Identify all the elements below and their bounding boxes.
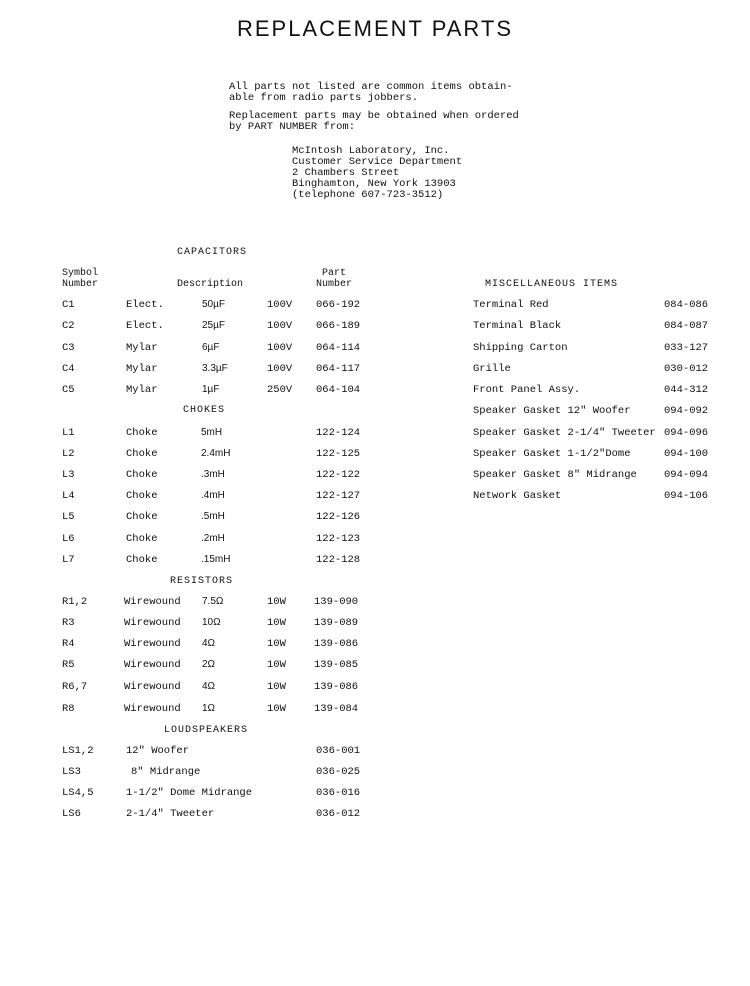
part-number: 036-025 (316, 766, 361, 778)
part-number: 094-100 (664, 448, 709, 460)
part-type: Wirewound (124, 703, 181, 715)
symbol-number: C5 (62, 384, 75, 396)
part-type: Mylar (126, 363, 158, 375)
part-type: Choke (126, 533, 158, 545)
part-value: .15mH (201, 554, 231, 565)
part-number: 122-125 (316, 448, 361, 460)
address-line: McIntosh Laboratory, Inc. (292, 145, 450, 157)
part-type: Choke (126, 490, 158, 502)
symbol-number: L3 (62, 469, 75, 481)
part-number: 122-123 (316, 533, 361, 545)
part-description: Shipping Carton (473, 342, 568, 354)
part-description: Grille (473, 363, 511, 375)
part-value: 5mH (201, 427, 223, 438)
part-description: Terminal Red (473, 299, 549, 311)
part-type: Wirewound (124, 617, 181, 629)
part-value: 2.4mH (201, 448, 231, 459)
part-number: 094-094 (664, 469, 709, 481)
part-rating: 100V (267, 342, 293, 354)
part-description: Speaker Gasket 1-1/2"Dome (473, 448, 631, 460)
part-description: Network Gasket (473, 490, 562, 502)
symbol-number: R3 (62, 617, 75, 629)
part-value: 1µF (202, 384, 220, 395)
part-rating: 10W (267, 617, 286, 629)
part-number: 139-086 (314, 638, 359, 650)
part-rating: 10W (267, 638, 286, 650)
symbol-number: L6 (62, 533, 75, 545)
address-line: (telephone 607-723-3512) (292, 189, 444, 201)
intro-line: Replacement parts may be obtained when ordered (229, 110, 519, 122)
part-value: 4Ω (202, 681, 216, 692)
part-number: 066-192 (316, 299, 361, 311)
part-rating: 100V (267, 363, 293, 375)
intro-line: All parts not listed are common items obtain- (229, 81, 513, 93)
part-type: Choke (126, 469, 158, 481)
part-number: 036-012 (316, 808, 361, 820)
part-number: 122-128 (316, 554, 361, 566)
part-description: 2-1/4" Tweeter (126, 808, 215, 820)
part-number: 139-090 (314, 596, 359, 608)
symbol-number: LS4,5 (62, 787, 94, 799)
part-type: Wirewound (124, 596, 181, 608)
part-value: 50µF (202, 299, 225, 310)
part-number: 139-089 (314, 617, 359, 629)
part-number: 122-122 (316, 469, 361, 481)
part-description: Front Panel Assy. (473, 384, 581, 396)
symbol-number: R1,2 (62, 596, 88, 608)
intro-line: able from radio parts jobbers. (229, 92, 419, 104)
part-type: Elect. (126, 320, 164, 332)
symbol-number: C3 (62, 342, 75, 354)
part-rating: 10W (267, 596, 286, 608)
resistors-heading: RESISTORS (170, 576, 234, 587)
part-number: 064-104 (316, 384, 361, 396)
part-rating: 100V (267, 320, 293, 332)
part-number: 033-127 (664, 342, 709, 354)
part-number: 084-086 (664, 299, 709, 311)
part-type: Choke (126, 511, 158, 523)
misc-heading: MISCELLANEOUS ITEMS (485, 279, 619, 290)
symbol-number: L1 (62, 427, 75, 439)
part-number: 139-086 (314, 681, 359, 693)
part-rating: 10W (267, 703, 286, 715)
part-rating: 250V (267, 384, 293, 396)
part-rating: 100V (267, 299, 293, 311)
symbol-number: L4 (62, 490, 75, 502)
part-value: 4Ω (202, 638, 216, 649)
part-number: 044-312 (664, 384, 709, 396)
part-number: 094-092 (664, 405, 709, 417)
part-type: Choke (126, 448, 158, 460)
part-value: .3mH (201, 469, 225, 480)
symbol-number: LS6 (62, 808, 81, 820)
symbol-number: LS3 (62, 766, 81, 778)
symbol-number-header: Symbol Number (62, 268, 99, 290)
address-block (292, 146, 462, 201)
part-number: 094-106 (664, 490, 709, 502)
part-description: 8" Midrange (131, 766, 201, 778)
symbol-number: R8 (62, 703, 75, 715)
part-value: .2mH (201, 533, 225, 544)
symbol-number: C1 (62, 299, 75, 311)
part-type: Elect. (126, 299, 164, 311)
part-number: 122-127 (316, 490, 361, 502)
part-number: 084-087 (664, 320, 709, 332)
chokes-heading: CHOKES (183, 405, 226, 416)
part-number: 122-124 (316, 427, 361, 439)
page-title: REPLACEMENT PARTS (236, 16, 514, 41)
address-line: Customer Service Department (292, 156, 463, 168)
part-value: 2Ω (202, 659, 216, 670)
part-number-header: Part Number (316, 268, 353, 290)
part-number: 066-189 (316, 320, 361, 332)
part-type: Choke (126, 427, 158, 439)
part-type: Choke (126, 554, 158, 566)
part-description: Speaker Gasket 2-1/4" Tweeter (473, 427, 656, 439)
part-description: Speaker Gasket 12" Woofer (473, 405, 631, 417)
part-description: Terminal Black (473, 320, 562, 332)
capacitors-heading: CAPACITORS (177, 247, 248, 258)
part-number: 064-117 (316, 363, 361, 375)
part-value: 3.3µF (202, 363, 228, 374)
loudspeakers-heading: LOUDSPEAKERS (164, 725, 249, 736)
part-number: 036-016 (316, 787, 361, 799)
part-number: 122-126 (316, 511, 361, 523)
description-header: Description (177, 279, 244, 290)
symbol-number: R6,7 (62, 681, 88, 693)
symbol-number: L5 (62, 511, 75, 523)
part-rating: 10W (267, 681, 286, 693)
part-rating: 10W (267, 659, 286, 671)
symbol-number: L2 (62, 448, 75, 460)
part-number: 139-084 (314, 703, 359, 715)
part-type: Mylar (126, 384, 158, 396)
part-description: 12" Woofer (126, 745, 190, 757)
part-description: Speaker Gasket 8" Midrange (473, 469, 637, 481)
part-number: 030-012 (664, 363, 709, 375)
part-number: 036-001 (316, 745, 361, 757)
symbol-number: R4 (62, 638, 75, 650)
part-number: 139-085 (314, 659, 359, 671)
symbol-number: L7 (62, 554, 75, 566)
symbol-number: C2 (62, 320, 75, 332)
symbol-number: C4 (62, 363, 75, 375)
part-value: 10Ω (202, 617, 221, 628)
part-type: Wirewound (124, 638, 181, 650)
address-line: 2 Chambers Street (292, 167, 400, 179)
part-value: .5mH (201, 511, 225, 522)
symbol-number: R5 (62, 659, 75, 671)
address-line: Binghamton, New York 13903 (292, 178, 456, 190)
intro-line: by PART NUMBER from: (229, 121, 356, 133)
part-value: .4mH (201, 490, 225, 501)
part-type: Mylar (126, 342, 158, 354)
part-value: 1Ω (202, 703, 216, 714)
part-value: 7.5Ω (202, 596, 224, 607)
part-type: Wirewound (124, 681, 181, 693)
part-type: Wirewound (124, 659, 181, 671)
part-value: 25µF (202, 320, 225, 331)
part-number: 064-114 (316, 342, 361, 354)
part-description: 1-1/2" Dome Midrange (126, 787, 253, 799)
symbol-number: LS1,2 (62, 745, 94, 757)
part-value: 6µF (202, 342, 220, 353)
intro-text (229, 82, 519, 140)
part-number: 094-096 (664, 427, 709, 439)
